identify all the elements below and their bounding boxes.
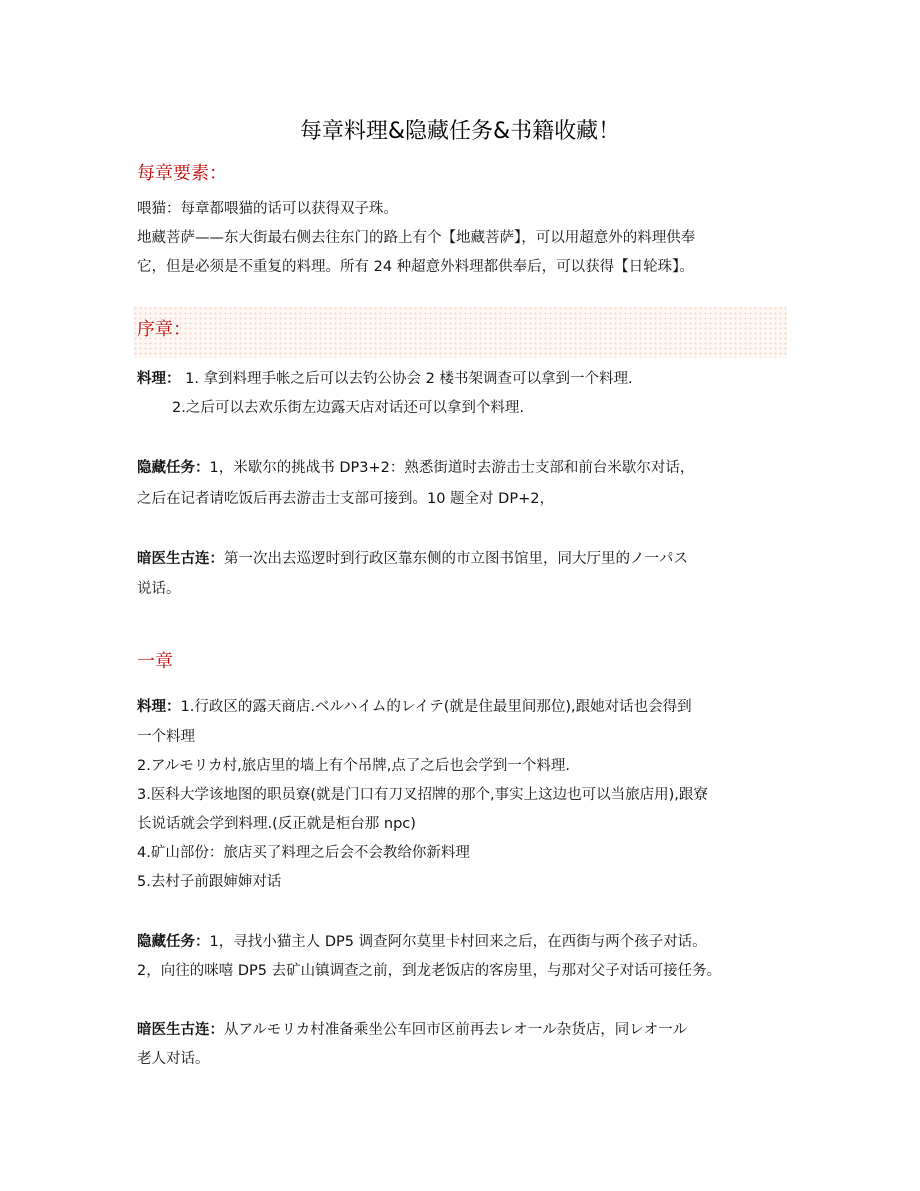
jizo-note-line-1: 地藏菩萨——东大街最右侧去往东门的路上有个【地藏菩萨】，可以用超意外的料理供奉 bbox=[137, 230, 696, 246]
ch1-doctor-line-1 bbox=[137, 1020, 687, 1040]
prologue-cooking-line-2: 2.之后可以去欢乐街左边露天店对话还可以拿到个料理. bbox=[172, 400, 524, 416]
ch1-quest-line-1 bbox=[137, 932, 707, 952]
prologue-cooking-line-1 bbox=[137, 369, 633, 389]
prologue-quest-label: 隐藏任务： bbox=[137, 460, 210, 476]
ch1-cooking-line-1 bbox=[137, 697, 692, 717]
ch1-cooking-line-3b: 长说话就会学到料理.(反正就是柜台那 npc) bbox=[137, 816, 416, 832]
ch1-doctor-line-2: 老人对话。 bbox=[137, 1051, 210, 1067]
cat-note: 喂猫：每章都喂猫的话可以获得双子珠。 bbox=[137, 201, 398, 217]
ch1-cooking-line-5: 5.去村子前跟婶婶对话 bbox=[137, 874, 282, 890]
ch1-cooking-line-2: 2.アルモリカ村,旅店里的墙上有个吊牌,点了之后也会学到一个料理. bbox=[137, 758, 570, 774]
ch1-cooking-label: 料理： bbox=[137, 699, 181, 715]
ch1-quest-text-1: 1，寻找小猫主人 DP5 调查阿尔莫里卡村回来之后，在西街与两个孩子对话。 bbox=[209, 934, 707, 950]
prologue-quest-line-1 bbox=[137, 458, 694, 478]
ch1-cooking-line-3: 3.医科大学该地图的职员寮(就是门口有刀叉招牌的那个,事实上这边也可以当旅店用),跟寮 bbox=[137, 787, 708, 803]
prologue-doctor-label: 暗医生古连： bbox=[137, 551, 224, 567]
prologue-heading-band bbox=[133, 306, 787, 358]
ch1-quest-label: 隐藏任务： bbox=[137, 934, 210, 950]
prologue-quest-text-1: 1，米歇尔的挑战书 DP3+2：熟悉街道时去游击士支部和前台米歇尔对话， bbox=[209, 460, 695, 476]
prologue-cooking-text-1: 1. 拿到料理手帐之后可以去钓公协会 2 楼书架调查可以拿到一个料理. bbox=[180, 371, 633, 387]
ch1-cooking-line-4: 4.矿山部份：旅店买了料理之后会不会教给你新料理 bbox=[137, 845, 470, 861]
prologue-doctor-text-1: 第一次出去巡逻时到行政区靠东侧的市立图书馆里，同大厅里的ノ一パス bbox=[224, 551, 688, 567]
prologue-doctor-line-2: 说话。 bbox=[137, 581, 181, 597]
section-heading-chapter-1: 一章 bbox=[137, 651, 173, 672]
prologue-quest-line-2: 之后在记者请吃饭后再去游击士支部可接到。10 题全对 DP+2， bbox=[137, 491, 554, 507]
ch1-doctor-label: 暗医生古连： bbox=[137, 1022, 224, 1038]
prologue-doctor-line-1 bbox=[137, 549, 688, 569]
ch1-doctor-text-1: 从アルモリカ村准备乘坐公车回市区前再去レオ一ル杂货店，同レオ一ル bbox=[224, 1022, 688, 1038]
section-heading-each-chapter: 每章要素： bbox=[137, 163, 227, 184]
ch1-quest-line-2: 2，向往的咪嘻 DP5 去矿山镇调查之前，到龙老饭店的客房里，与那对父子对话可接任务。 bbox=[137, 963, 722, 979]
ch1-cooking-line-1b: 一个料理 bbox=[137, 729, 195, 745]
section-heading-prologue: 序章： bbox=[137, 319, 191, 340]
jizo-note-line-2: 它，但是必须是不重复的料理。所有 24 种超意外料理都供奉后，可以获得【日轮珠】。 bbox=[137, 259, 694, 275]
page-title: 每章料理&隐藏任务&书籍收藏！ bbox=[299, 119, 621, 144]
prologue-cooking-label: 料理： bbox=[137, 371, 181, 387]
ch1-cooking-text-1: 1.行政区的露天商店.ベルハイム的レイテ(就是住最里间那位),跟她对话也会得到 bbox=[180, 699, 692, 715]
